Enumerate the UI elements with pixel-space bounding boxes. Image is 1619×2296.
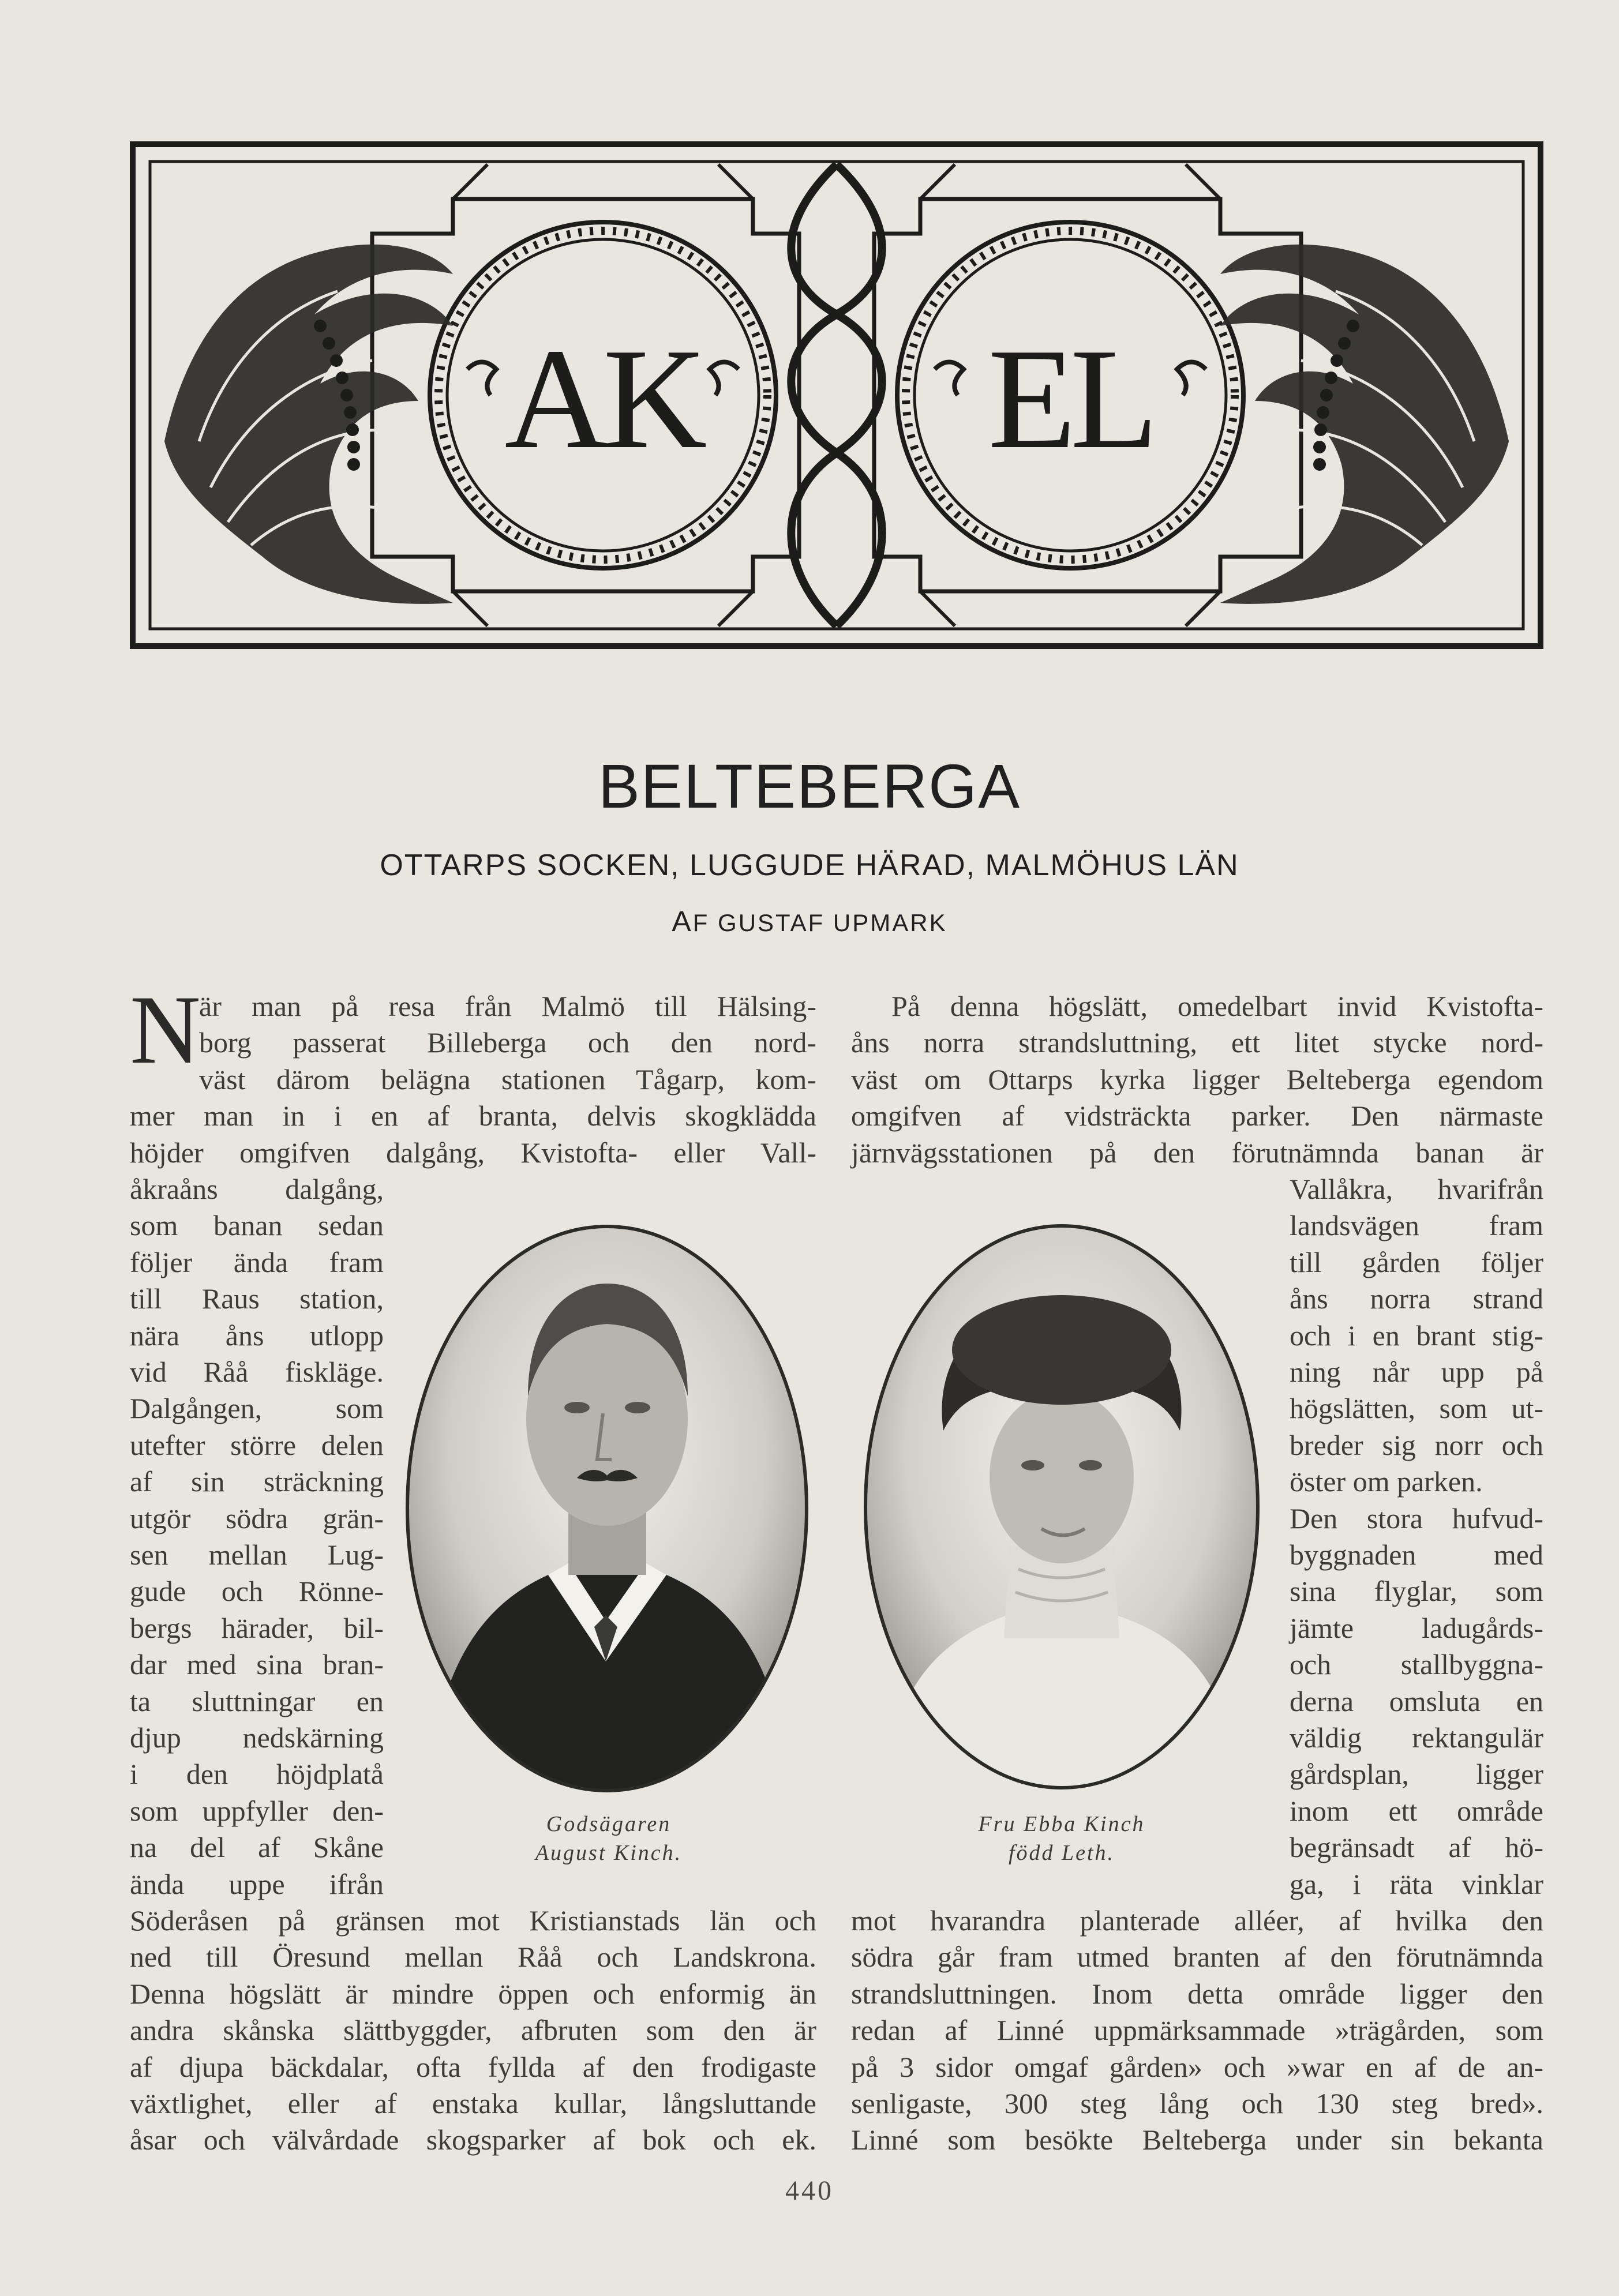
right-column-line: och stallbyggna- — [1290, 1648, 1543, 1681]
left-column-line: ta sluttningar en — [130, 1685, 384, 1717]
left-column-line: ända uppe ifrån — [130, 1867, 384, 1900]
right-column-line: inom ett område — [1290, 1794, 1543, 1827]
drop-cap: N — [130, 976, 201, 1084]
caption-2-line2: född Leth. — [1008, 1841, 1115, 1865]
right-column-line: senligaste, 300 steg lång och 130 steg bred». — [851, 2087, 1543, 2119]
right-column-line: åns norra strand — [1290, 1282, 1543, 1315]
page-subtitle: OTTARPS SOCKEN, LUGGUDE HÄRAD, MALMÖHUS LÄN — [380, 849, 1239, 882]
author-prefix-big: A — [672, 905, 693, 937]
right-column-line: Den stora hufvud- — [1290, 1502, 1543, 1535]
left-column-line: höjder omgifven dalgång, Kvistofta- eller Vall- — [130, 1136, 816, 1169]
right-column-line: ga, i räta vinklar — [1290, 1867, 1543, 1900]
right-column-line: till gården följer — [1290, 1245, 1543, 1278]
right-column-line: väldig rektangulär — [1290, 1721, 1543, 1754]
left-column-line: bergs härader, bil- — [130, 1611, 384, 1644]
portrait-ebba-kinch — [863, 1223, 1261, 1791]
left-column-line: växtlighet, eller af enstaka kullar, långsluttande — [130, 2087, 816, 2119]
caption-1-line1: Godsägaren — [546, 1812, 672, 1836]
right-column-line: högslätten, som ut- — [1290, 1392, 1543, 1425]
right-column-line: järnvägsstationen på den förutnämnda banan är — [851, 1136, 1543, 1169]
right-column-line: på 3 sidor omgaf gården» och »war en af de an- — [851, 2050, 1543, 2083]
right-column-line: gårdsplan, ligger — [1290, 1758, 1543, 1791]
left-column-line: ned till Öresund mellan Råå och Landskrona. — [130, 1941, 816, 1974]
right-column-line: väst om Ottarps kyrka ligger Belteberga egendom — [851, 1063, 1543, 1096]
left-column-line: är man på resa från Malmö till Hälsing- — [199, 990, 816, 1022]
left-column-line: af sin sträckning — [130, 1465, 384, 1498]
right-column-line: södra går fram utmed branten af den förutnämnda — [851, 1941, 1543, 1974]
right-column-line: derna omsluta en — [1290, 1685, 1543, 1717]
left-column-line: åsar och välvårdade skogsparker af bok och ek. — [130, 2124, 816, 2156]
right-column-line: sina flyglar, som — [1290, 1575, 1543, 1608]
left-column-line: djup nedskärning — [130, 1721, 384, 1754]
monogram-el: EL — [988, 319, 1153, 479]
left-column-line: andra skånska slättbyggder, afbruten som den är — [130, 2014, 816, 2047]
left-column-line: nära åns utlopp — [130, 1319, 384, 1352]
right-column-line: redan af Linné uppmärksammade »trägården, som — [851, 2014, 1543, 2047]
left-column-line: åkraåns dalgång, — [130, 1173, 384, 1205]
left-column-line: till Raus station, — [130, 1282, 384, 1315]
right-column-line: landsvägen fram — [1290, 1209, 1543, 1242]
left-column-line: na del af Skåne — [130, 1831, 384, 1864]
right-column-line: ning når upp på — [1290, 1356, 1543, 1388]
left-column-line: utefter större delen — [130, 1428, 384, 1461]
left-column-line: af djupa bäckdalar, ofta fyllda af den frodigaste — [130, 2050, 816, 2083]
right-column-line: På denna högslätt, omedelbart invid Kvistofta- — [891, 990, 1543, 1022]
caption-2-line1: Fru Ebba Kinch — [978, 1812, 1145, 1836]
right-column-line: och i en brant stig- — [1290, 1319, 1543, 1352]
right-column-line: breder sig norr och — [1290, 1428, 1543, 1461]
left-column-line: följer ända fram — [130, 1245, 384, 1278]
author-byline — [0, 905, 1619, 938]
right-column-line: åns norra strandsluttning, ett litet stycke nord- — [851, 1026, 1543, 1059]
left-column-line: Dalgången, som — [130, 1392, 384, 1425]
left-column-line: Denna högslätt är mindre öppen och enformig än — [130, 1977, 816, 2010]
right-column-line: öster om parken. — [1290, 1465, 1483, 1498]
author-name: GUSTAF UPMARK — [718, 909, 947, 936]
left-column-line: väst därom belägna stationen Tågarp, kom- — [199, 1063, 816, 1096]
left-column-line: som banan sedan — [130, 1209, 384, 1242]
header-ornament — [130, 141, 1543, 649]
caption-1-line2: August Kinch. — [535, 1841, 683, 1865]
caption-portrait-2 — [917, 1811, 1206, 1866]
right-column-line: begränsadt af hö- — [1290, 1831, 1543, 1864]
page-number: 440 — [785, 2175, 834, 2206]
right-column-line: jämte ladugårds- — [1290, 1611, 1543, 1644]
right-column-line: byggnaden med — [1290, 1539, 1543, 1571]
page-title: BELTEBERGA — [598, 751, 1021, 821]
right-column-line: mot hvarandra planterade alléer, af hvilka den — [851, 1904, 1543, 1937]
portrait-august-kinch — [404, 1223, 811, 1794]
right-column-line: strandsluttningen. Inom detta område ligger den — [851, 1977, 1543, 2010]
left-column-line: mer man in i en af branta, delvis skogklädda — [130, 1100, 816, 1132]
left-column-line: sen mellan Lug- — [130, 1539, 384, 1571]
left-column-line: vid Råå fiskläge. — [130, 1356, 384, 1388]
right-column-line: omgifven af vidsträckta parker. Den närmaste — [851, 1100, 1543, 1132]
left-column-line: gude och Rönne- — [130, 1575, 384, 1608]
left-column-line: dar med sina bran- — [130, 1648, 384, 1681]
right-column-line: Linné som besökte Belteberga under sin bekanta — [851, 2124, 1543, 2156]
left-column-line: borg passerat Billeberga och den nord- — [199, 1026, 816, 1059]
left-column-line: utgör södra grän- — [130, 1502, 384, 1535]
left-column-line: som uppfyller den- — [130, 1794, 384, 1827]
left-column-line: Söderåsen på gränsen mot Kristianstads län och — [130, 1904, 816, 1937]
monogram-ak: AK — [504, 319, 702, 479]
right-column-line: Vallåkra, hvarifrån — [1290, 1173, 1543, 1205]
left-column-line: i den höjdplatå — [130, 1758, 384, 1791]
author-prefix-small: F — [692, 909, 710, 936]
caption-portrait-1 — [464, 1811, 753, 1866]
